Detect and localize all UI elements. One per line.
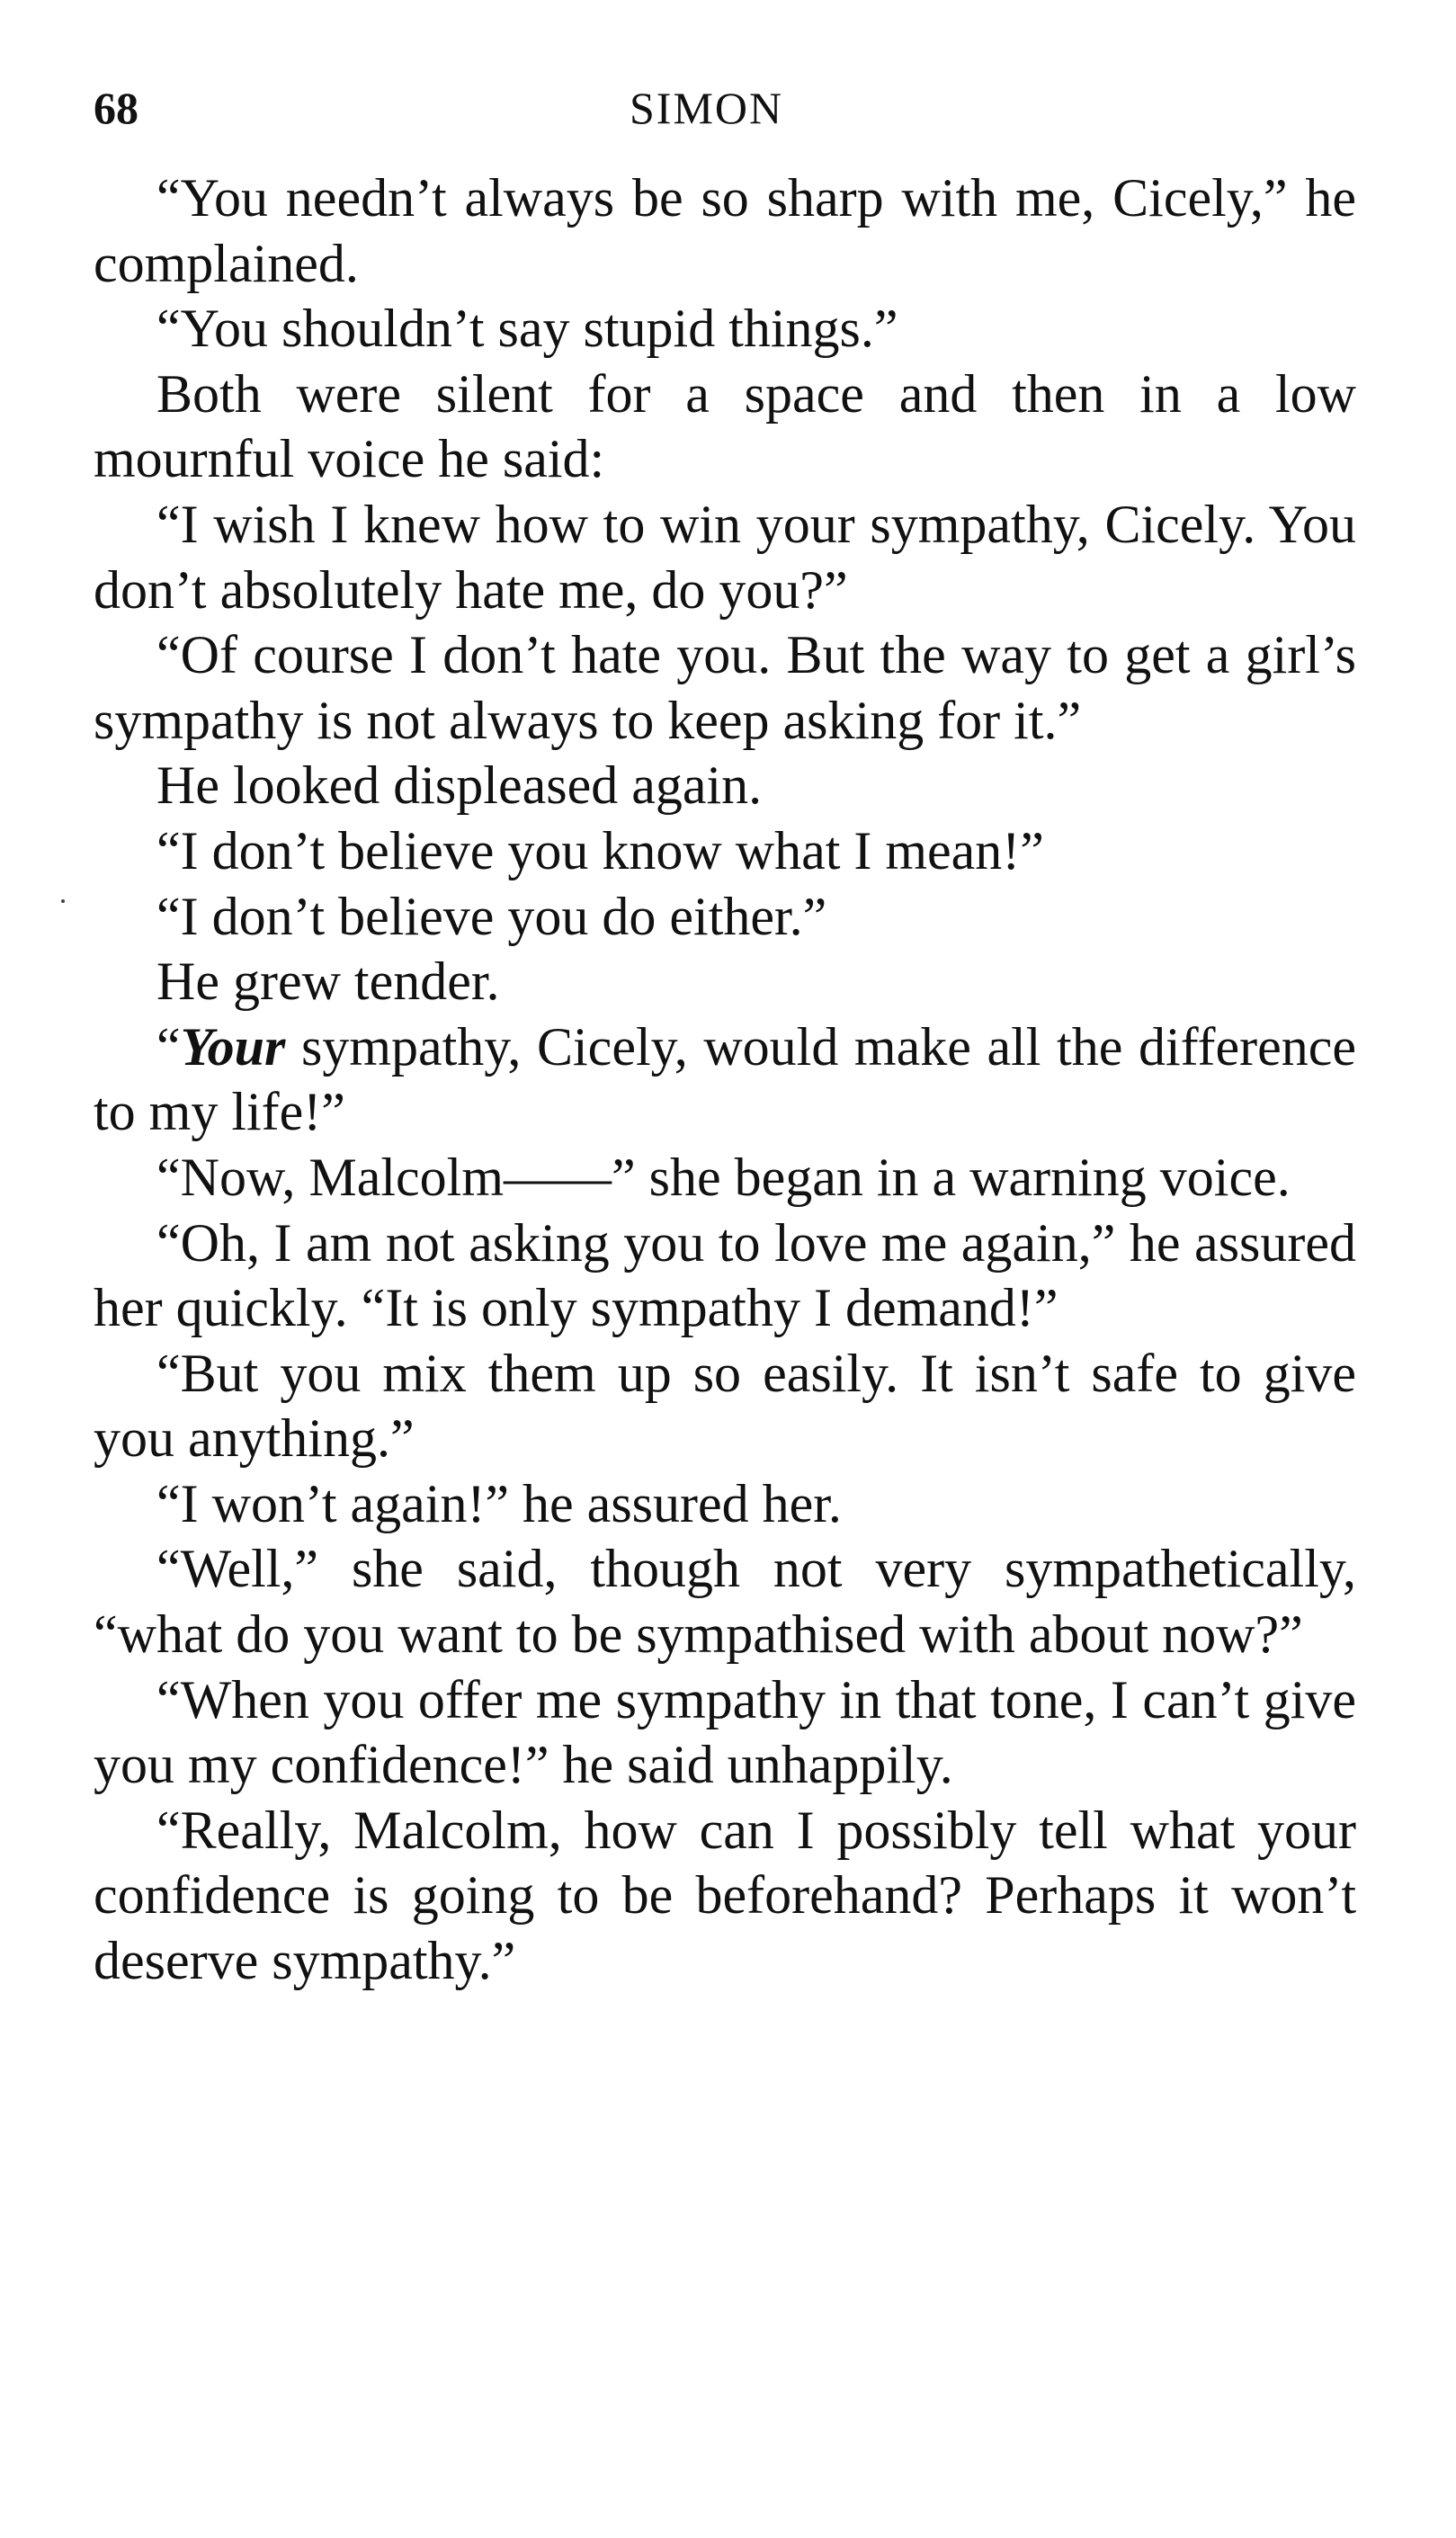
paragraph: “When you offer me sympathy in that tone, I can’t give you my confidence!” he said unhappily. [94,1669,1356,1795]
emphasis-text: Your [180,1016,286,1077]
paragraph: He looked displeased again. [156,755,763,816]
paragraph: “You needn’t always be so sharp with me, Cicely,” he complained. [94,168,1356,293]
paragraph: He grew tender. [156,952,500,1012]
page-number: 68 [94,83,138,133]
page-header [94,81,1353,153]
quote-mark: “ [156,1016,181,1077]
paragraph: “I don’t believe you know what I mean!” [156,820,1044,880]
paragraph: “You shouldn’t say stupid things.” [156,299,898,359]
paragraph: “Well,” she said, though not very sympathetically, “what do you want to be sympathised with about now?” [94,1539,1356,1665]
paragraph: “I wish I knew how to win your sympathy, Cicely. You don’t absolutely hate me, do you?” [94,494,1356,620]
paragraph-rest: sympathy, Cicely, would make all the difference to my life!” [94,1016,1356,1142]
ink-speck [61,899,65,903]
paragraph: “Now, Malcolm——” she began in a warning voice. [156,1147,1291,1207]
paragraph: “Of course I don’t hate you. But the way to get a girl’s sympathy is not always to keep asking for it.” [94,625,1356,750]
paragraph: Both were silent for a space and then in a low mournful voice he said: [94,363,1356,489]
paragraph [94,1014,1356,1145]
paragraph: “But you mix them up so easily. It isn’t safe to give you anything.” [94,1343,1356,1469]
paragraph: “I don’t believe you do either.” [156,886,827,946]
paragraph: “Oh, I am not asking you to love me again,” he assured her quickly. “It is only sympathy I demand!” [94,1212,1356,1338]
paragraph: “Really, Malcolm, how can I possibly tell what your confidence is going to be beforehand? Perhaps it won’t deserve sympathy.” [94,1800,1356,1991]
body-text [94,165,1356,1994]
paragraph: “I won’t again!” he assured her. [156,1473,842,1533]
running-head: SIMON [630,83,784,133]
